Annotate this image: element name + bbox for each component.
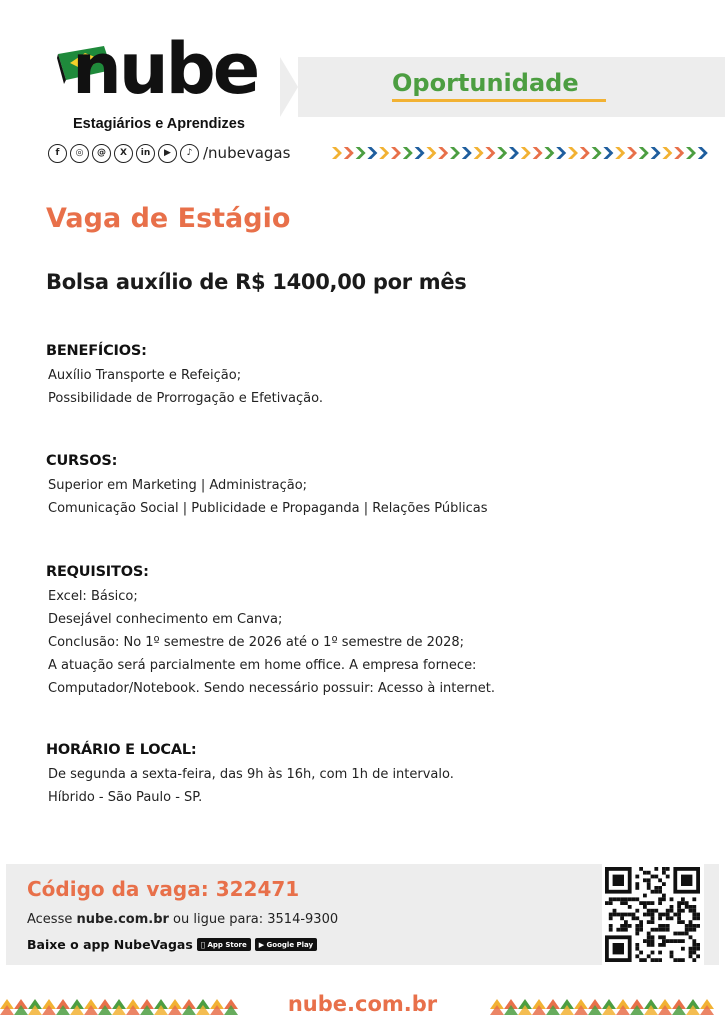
courses-line: Superior em Marketing | Administração;	[48, 478, 308, 493]
threads-icon[interactable]: @	[92, 144, 111, 163]
qr-module	[689, 954, 693, 958]
qr-module	[658, 878, 662, 882]
linkedin-icon[interactable]: in	[136, 144, 155, 163]
qr-module	[696, 924, 700, 928]
chevron-shape	[332, 147, 342, 159]
qr-module	[662, 897, 666, 901]
qr-module	[658, 928, 662, 932]
qr-module	[620, 913, 624, 917]
qr-module	[609, 916, 613, 920]
qr-module	[643, 871, 647, 875]
contact-site-link[interactable]: nube.com.br	[76, 912, 169, 927]
qr-module	[666, 909, 670, 913]
qr-module	[647, 920, 651, 924]
chevron-shape	[485, 147, 495, 159]
benefits-section	[46, 343, 323, 410]
job-code-panel	[6, 864, 719, 965]
qr-module	[673, 958, 677, 962]
opportunity-banner	[280, 57, 725, 117]
qr-module	[654, 890, 658, 894]
qr-module	[662, 867, 666, 871]
qr-module	[651, 920, 655, 924]
qr-module	[692, 905, 696, 909]
chevron-shape	[509, 147, 519, 159]
requirements-section	[46, 564, 495, 700]
qr-module	[647, 943, 651, 947]
qr-module	[616, 913, 620, 917]
contact-phone: ou ligue para: 3514-9300	[168, 912, 339, 927]
qr-module	[632, 916, 636, 920]
stipend-heading: Bolsa auxílio de R$ 1400,00 por mês	[46, 270, 467, 294]
qr-module	[681, 920, 685, 924]
qr-module	[666, 928, 670, 932]
qr-module	[643, 901, 647, 905]
chevron-shape	[615, 147, 625, 159]
qr-module	[670, 954, 674, 958]
qr-module	[692, 924, 696, 928]
qr-module	[647, 871, 651, 875]
qr-module	[616, 897, 620, 901]
qr-module	[689, 947, 693, 951]
schedule-line: De segunda a sexta-feira, das 9h às 16h, com 1h de intervalo.	[48, 767, 454, 782]
nube-logo	[46, 28, 286, 140]
qr-module	[635, 909, 639, 913]
qr-module	[696, 916, 700, 920]
qr-module	[654, 958, 658, 962]
qr-module	[609, 924, 613, 928]
qr-module	[670, 905, 674, 909]
qr-module	[635, 882, 639, 886]
courses-line: Comunicação Social | Publicidade e Propaganda | Relações Públicas	[48, 501, 488, 516]
job-code: Código da vaga: 322471	[27, 877, 300, 901]
qr-module	[696, 913, 700, 917]
qr-module	[654, 909, 658, 913]
qr-module	[651, 951, 655, 955]
qr-module	[609, 913, 613, 917]
courses-heading: CURSOS:	[46, 453, 118, 469]
schedule-heading: HORÁRIO E LOCAL:	[46, 742, 197, 758]
requirements-heading: REQUISITOS:	[46, 564, 149, 580]
qr-module	[647, 913, 651, 917]
qr-module	[670, 951, 674, 955]
qr-module	[647, 882, 651, 886]
qr-module	[639, 928, 643, 932]
qr-module	[635, 947, 639, 951]
app-download	[27, 937, 317, 952]
qr-module	[681, 897, 685, 901]
qr-module	[666, 875, 670, 879]
qr-code-icon[interactable]	[602, 864, 704, 965]
qr-module	[692, 913, 696, 917]
qr-module	[662, 871, 666, 875]
qr-module	[692, 909, 696, 913]
requirements-line: Conclusão: No 1º semestre de 2026 até o 1º semestre de 2028;	[48, 635, 465, 650]
qr-module	[635, 928, 639, 932]
zigzag-pattern-decoration	[490, 995, 725, 1017]
qr-module	[647, 878, 651, 882]
qr-module	[689, 951, 693, 955]
qr-module	[635, 897, 639, 901]
qr-module	[609, 928, 613, 932]
qr-module	[666, 867, 670, 871]
qr-module	[666, 924, 670, 928]
qr-module	[677, 901, 681, 905]
qr-module	[651, 901, 655, 905]
qr-module	[670, 939, 674, 943]
chevron-shape	[403, 147, 413, 159]
qr-module	[662, 939, 666, 943]
chevron-shape	[592, 147, 602, 159]
chevron-pattern-decoration	[332, 146, 712, 160]
chevron-shape	[580, 147, 590, 159]
chevron-shape	[627, 147, 637, 159]
qr-module	[632, 913, 636, 917]
chevron-shape	[603, 147, 613, 159]
qr-module	[696, 943, 700, 947]
courses-section	[46, 453, 488, 520]
qr-module	[681, 958, 685, 962]
chevron-shape	[639, 147, 649, 159]
qr-module	[613, 913, 617, 917]
requirements-line: Desejável conhecimento em Canva;	[48, 612, 283, 627]
youtube-icon[interactable]: ▶	[158, 144, 177, 163]
qr-finder-module	[681, 875, 692, 886]
qr-module	[639, 951, 643, 955]
qr-module	[689, 935, 693, 939]
qr-module	[685, 924, 689, 928]
qr-module	[662, 913, 666, 917]
qr-module	[658, 886, 662, 890]
qr-module	[632, 897, 636, 901]
social-links	[48, 142, 290, 164]
qr-module	[662, 935, 666, 939]
qr-module	[643, 894, 647, 898]
qr-module	[647, 954, 651, 958]
chevron-shape	[344, 147, 354, 159]
benefits-line: Possibilidade de Prorrogação e Efetivação.	[48, 391, 323, 406]
qr-module	[689, 920, 693, 924]
requirements-line: A atuação será parcialmente em home office. A empresa fornece:	[48, 658, 477, 673]
qr-module	[647, 935, 651, 939]
qr-module	[681, 909, 685, 913]
qr-module	[658, 951, 662, 955]
qr-module	[643, 958, 647, 962]
qr-module	[651, 913, 655, 917]
qr-module	[639, 920, 643, 924]
qr-module	[666, 913, 670, 917]
banner-title: Oportunidade	[392, 69, 579, 97]
qr-module	[681, 901, 685, 905]
qr-module	[654, 867, 658, 871]
chevron-shape	[438, 147, 448, 159]
schedule-location-section	[46, 742, 454, 809]
qr-module	[628, 913, 632, 917]
contact-info	[27, 912, 338, 927]
qr-finder-module	[613, 943, 624, 954]
tiktok-icon[interactable]: ♪	[180, 144, 199, 163]
qr-module	[692, 943, 696, 947]
qr-module	[692, 958, 696, 962]
qr-module	[658, 924, 662, 928]
qr-module	[658, 913, 662, 917]
chevron-shape	[391, 147, 401, 159]
qr-module	[666, 916, 670, 920]
qr-module	[624, 928, 628, 932]
chevron-shape	[651, 147, 661, 159]
qr-module	[647, 901, 651, 905]
qr-module	[635, 932, 639, 936]
contact-prefix: Acesse	[27, 912, 77, 927]
qr-module	[635, 886, 639, 890]
schedule-line: Híbrido - São Paulo - SP.	[48, 790, 203, 805]
qr-module	[624, 913, 628, 917]
apple-icon	[201, 941, 205, 949]
qr-module	[677, 909, 681, 913]
qr-module	[651, 958, 655, 962]
qr-module	[628, 905, 632, 909]
job-type-heading: Vaga de Estágio	[46, 203, 291, 234]
app-label: Baixe o app NubeVagas	[27, 937, 193, 952]
chevron-shape	[474, 147, 484, 159]
qr-module	[635, 875, 639, 879]
qr-module	[685, 928, 689, 932]
qr-module	[677, 916, 681, 920]
qr-module	[677, 913, 681, 917]
qr-module	[658, 897, 662, 901]
qr-module	[624, 920, 628, 924]
qr-module	[651, 943, 655, 947]
qr-module	[658, 958, 662, 962]
qr-module	[692, 951, 696, 955]
qr-module	[651, 916, 655, 920]
qr-module	[605, 901, 609, 905]
qr-module	[681, 947, 685, 951]
qr-module	[666, 939, 670, 943]
qr-module	[670, 909, 674, 913]
qr-module	[662, 882, 666, 886]
social-handle[interactable]: /nubevagas	[203, 144, 291, 162]
qr-module	[628, 897, 632, 901]
qr-module	[673, 913, 677, 917]
chevron-shape	[533, 147, 543, 159]
qr-module	[670, 897, 674, 901]
qr-module	[639, 924, 643, 928]
requirements-line: Computador/Notebook. Sendo necessário possuir: Acesso à internet.	[48, 681, 495, 696]
chevron-shape	[426, 147, 436, 159]
bottom-url[interactable]: nube.com.br	[287, 992, 438, 1016]
instagram-icon[interactable]: ◎	[70, 144, 89, 163]
facebook-icon[interactable]: f	[48, 144, 67, 163]
qr-module	[609, 901, 613, 905]
google-play-label: Google Play	[262, 940, 309, 949]
x-icon[interactable]: X	[114, 144, 133, 163]
chevron-shape	[497, 147, 507, 159]
benefits-heading: BENEFÍCIOS:	[46, 343, 147, 359]
chevron-shape	[556, 147, 566, 159]
qr-module	[624, 924, 628, 928]
app-store-badge[interactable]	[197, 938, 251, 951]
qr-module	[647, 932, 651, 936]
qr-module	[647, 939, 651, 943]
qr-module	[692, 928, 696, 932]
qr-module	[654, 875, 658, 879]
logo-wordmark: nube	[72, 28, 258, 110]
qr-module	[651, 928, 655, 932]
qr-module	[662, 924, 666, 928]
chevron-shape	[356, 147, 366, 159]
qr-module	[651, 875, 655, 879]
qr-module	[643, 878, 647, 882]
google-play-badge[interactable]	[255, 938, 317, 951]
qr-module	[696, 947, 700, 951]
qr-module	[651, 890, 655, 894]
qr-module	[677, 939, 681, 943]
qr-module	[692, 916, 696, 920]
chevron-shape	[544, 147, 554, 159]
qr-module	[673, 939, 677, 943]
qr-module	[689, 924, 693, 928]
qr-module	[624, 897, 628, 901]
qr-module	[689, 909, 693, 913]
qr-module	[639, 958, 643, 962]
chevron-shape	[450, 147, 460, 159]
qr-module	[677, 905, 681, 909]
banner-underline	[392, 99, 606, 102]
qr-module	[613, 909, 617, 913]
qr-module	[685, 905, 689, 909]
chevron-shape	[568, 147, 578, 159]
qr-module	[651, 935, 655, 939]
chevron-shape	[686, 147, 696, 159]
qr-module	[635, 916, 639, 920]
qr-module	[654, 928, 658, 932]
qr-module	[613, 897, 617, 901]
chevron-shape	[462, 147, 472, 159]
chevron-shape	[698, 147, 708, 159]
app-store-label: App Store	[203, 940, 243, 949]
qr-module	[685, 901, 689, 905]
qr-module	[628, 924, 632, 928]
qr-module	[620, 901, 624, 905]
chevron-shape	[674, 147, 684, 159]
qr-module	[643, 913, 647, 917]
qr-module	[662, 928, 666, 932]
qr-module	[662, 894, 666, 898]
qr-module	[647, 909, 651, 913]
qr-module	[658, 916, 662, 920]
qr-module	[643, 939, 647, 943]
qr-module	[681, 939, 685, 943]
qr-module	[635, 943, 639, 947]
qr-module	[689, 928, 693, 932]
chevron-shape	[415, 147, 425, 159]
qr-module	[681, 932, 685, 936]
qr-module	[692, 947, 696, 951]
qr-module	[673, 932, 677, 936]
chevron-shape	[521, 147, 531, 159]
chevron-shape	[662, 147, 672, 159]
qr-module	[643, 905, 647, 909]
qr-module	[658, 901, 662, 905]
qr-module	[658, 943, 662, 947]
qr-module	[624, 901, 628, 905]
qr-module	[658, 890, 662, 894]
qr-module	[670, 916, 674, 920]
qr-module	[662, 943, 666, 947]
qr-module	[620, 924, 624, 928]
qr-module	[692, 939, 696, 943]
requirements-line: Excel: Básico;	[48, 589, 138, 604]
banner-fold	[280, 57, 298, 117]
qr-module	[639, 901, 643, 905]
qr-module	[658, 935, 662, 939]
chevron-shape	[379, 147, 389, 159]
qr-module	[620, 897, 624, 901]
logo-tagline: Estagiários e Aprendizes	[73, 116, 245, 132]
qr-module	[609, 897, 613, 901]
qr-module	[620, 916, 624, 920]
qr-module	[696, 954, 700, 958]
qr-module	[689, 905, 693, 909]
qr-module	[677, 958, 681, 962]
chevron-shape	[367, 147, 377, 159]
benefits-line: Auxílio Transporte e Refeição;	[48, 368, 242, 383]
qr-finder-module	[613, 875, 624, 886]
qr-module	[635, 924, 639, 928]
qr-module	[677, 932, 681, 936]
qr-module	[639, 867, 643, 871]
qr-module	[651, 939, 655, 943]
qr-module	[616, 928, 620, 932]
qr-module	[651, 909, 655, 913]
qr-module	[692, 897, 696, 901]
play-icon: ▶	[254, 940, 260, 949]
qr-module	[654, 886, 658, 890]
qr-module	[677, 920, 681, 924]
qr-module	[635, 954, 639, 958]
qr-module	[647, 886, 651, 890]
qr-module	[620, 928, 624, 932]
qr-module	[685, 932, 689, 936]
